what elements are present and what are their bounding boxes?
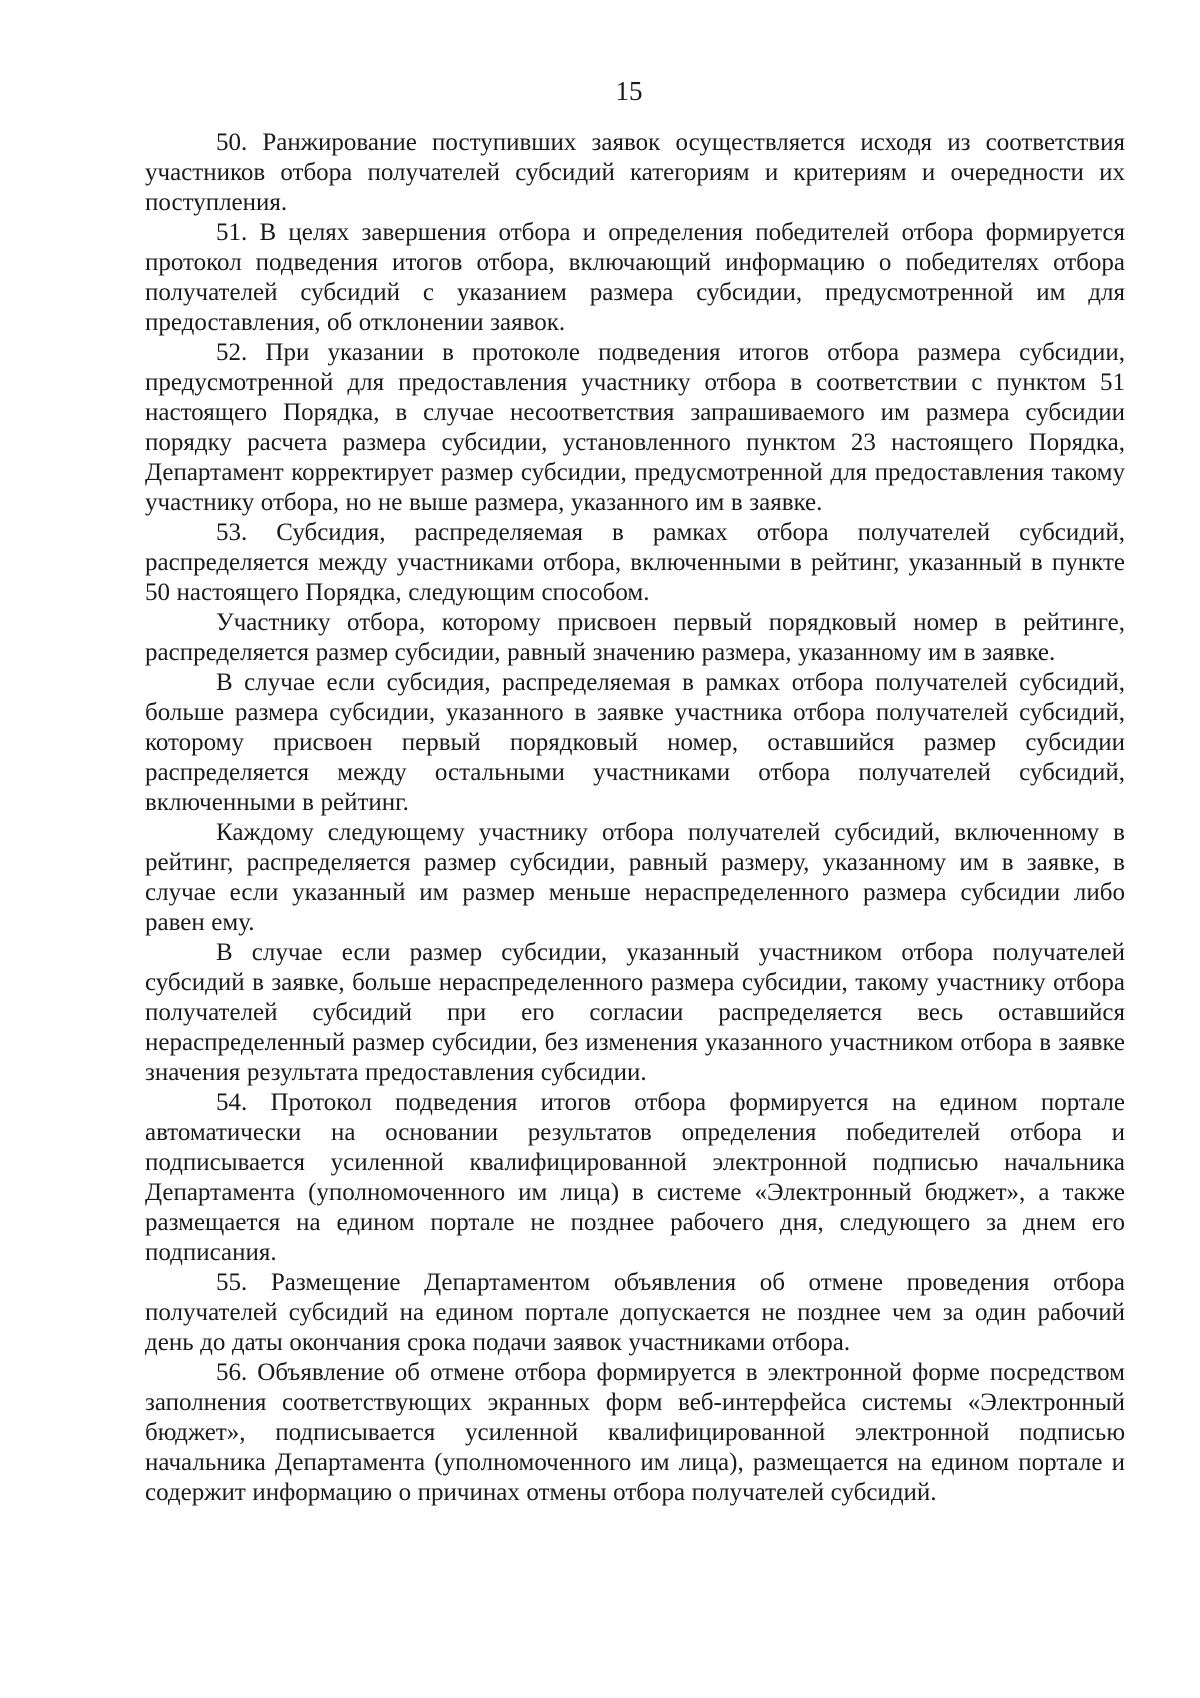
paragraph-53-next-participant: Каждому следующему участнику отбора получателей субсидий, включенному в рейтинг, распределяется размер субсидии, равный размеру, указанному им в заявке, в случае если указанный им размер меньше нераспределенного размера субсидии либо равен ему. xyxy=(145,819,1125,936)
paragraph-56: 56. Объявление об отмене отбора формируется в электронной форме посредством заполнения соответствующих экранных форм веб-интерфейса системы «Электронный бюджет», подписывается усиленной квалифицированной электронной подписью начальника Департамента (уполномоченного им лица), размещается на едином портале и содержит информацию о причинах отмены отбора получателей субсидий. xyxy=(145,1359,1125,1506)
paragraph-54: 54. Протокол подведения итогов отбора формируется на едином портале автоматически на основании результатов определения победителей отбора и подписывается усиленной квалифицированной электронной подписью начальника Департамента (уполномоченного им лица) в системе «Электронный бюджет», а также размещается на едином портале не позднее рабочего дня, следующего за днем его подписания. xyxy=(145,1089,1125,1266)
paragraph-53-exceeding-request: В случае если размер субсидии, указанный участником отбора получателей субсидий в заявке, больше нераспределенного размера субсидии, такому участнику отбора получателей субсидий при его согласии распределяется весь оставшийся нераспределенный размер субсидии, без изменения указанного участником отбора в заявке значения результата предоставления субсидии. xyxy=(145,939,1125,1086)
paragraph-55: 55. Размещение Департаментом объявления об отмене проведения отбора получателей субсидий на едином портале допускается не позднее чем за один рабочий день до даты окончания срока подачи заявок участниками отбора. xyxy=(145,1269,1125,1356)
paragraph-53: 53. Субсидия, распределяемая в рамках отбора получателей субсидий, распределяется между участниками отбора, включенными в рейтинг, указанный в пункте 50 настоящего Порядка, следующим способом. xyxy=(145,519,1125,606)
paragraph-50: 50. Ранжирование поступивших заявок осуществляется исходя из соответствия участников отбора получателей субсидий категориям и критериям и очередности их поступления. xyxy=(145,129,1125,216)
paragraph-53-first-participant: Участнику отбора, которому присвоен первый порядковый номер в рейтинге, распределяется размер субсидии, равный значению размера, указанному им в заявке. xyxy=(145,609,1125,666)
paragraph-52: 52. При указании в протоколе подведения итогов отбора размера субсидии, предусмотренной для предоставления участнику отбора в соответствии с пунктом 51 настоящего Порядка, в случае несоответствия запрашиваемого им размера субсидии порядку расчета размера субсидии, установленного пунктом 23 настоящего Порядка, Департамент корректирует размер субсидии, предусмотренной для предоставления такому участнику отбора, но не выше размера, указанного им в заявке. xyxy=(145,339,1125,516)
paragraph-51: 51. В целях завершения отбора и определения победителей отбора формируется протокол подведения итогов отбора, включающий информацию о победителях отбора получателей субсидий с указанием размера субсидии, предусмотренной им для предоставления, об отклонении заявок. xyxy=(145,219,1125,336)
page-number: 15 xyxy=(615,76,643,106)
paragraph-53-remaining-subsidy: В случае если субсидия, распределяемая в рамках отбора получателей субсидий, больше размера субсидии, указанного в заявке участника отбора получателей субсидий, которому присвоен первый порядковый номер, оставшийся размер субсидии распределяется между остальными участниками отбора получателей субсидий, включенными в рейтинг. xyxy=(145,669,1125,816)
document-body xyxy=(145,128,1125,1508)
